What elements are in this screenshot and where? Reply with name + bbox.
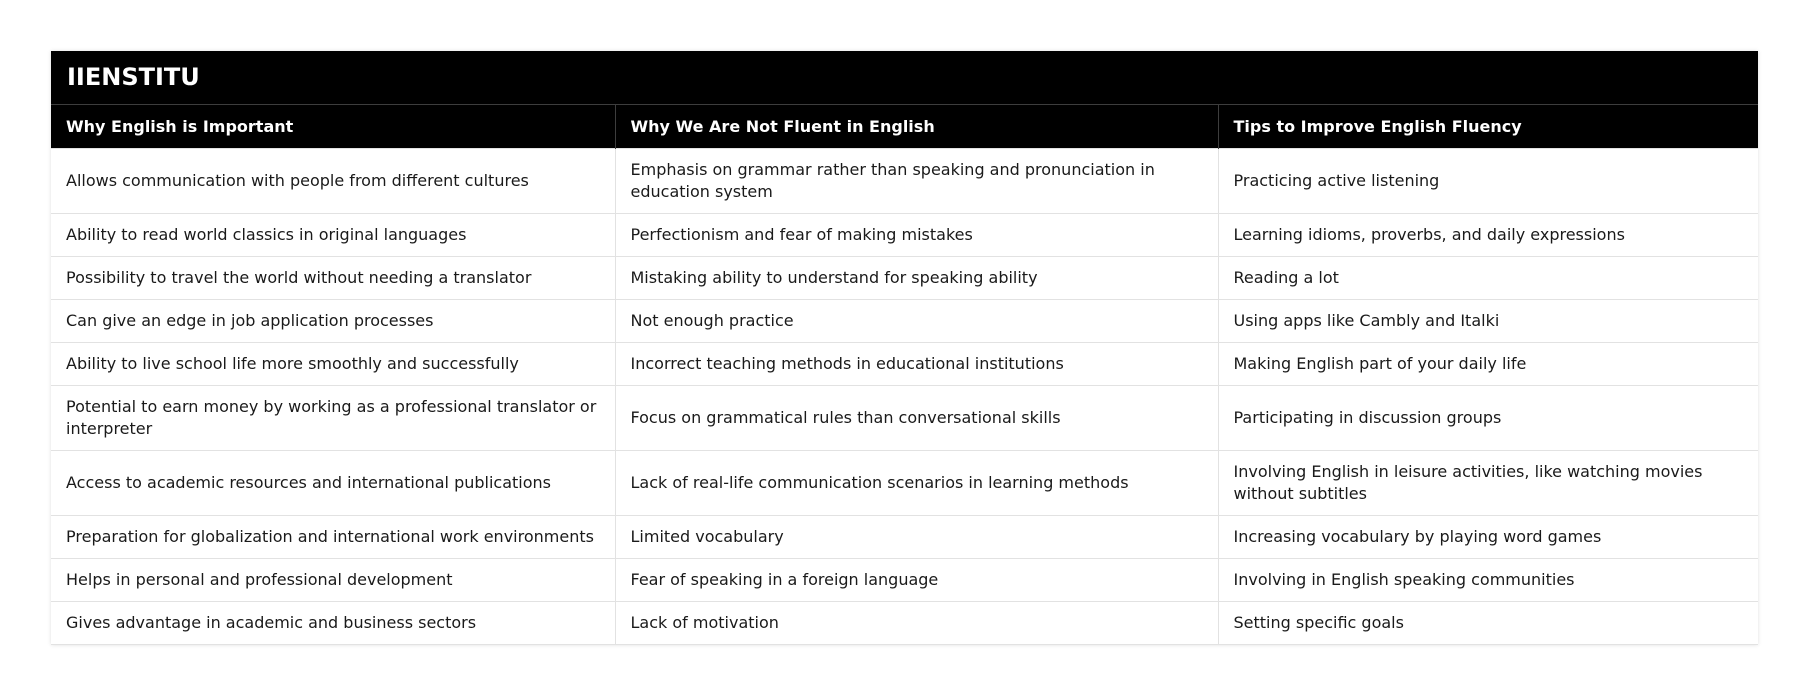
table-cell: Fear of speaking in a foreign language (615, 558, 1218, 601)
table-cell: Lack of real-life communication scenarios in learning methods (615, 450, 1218, 515)
table-cell: Not enough practice (615, 299, 1218, 342)
table-cell: Involving in English speaking communities (1218, 558, 1758, 601)
table-cell: Involving English in leisure activities, like watching movies without subtitles (1218, 450, 1758, 515)
table-cell: Perfectionism and fear of making mistakes (615, 213, 1218, 256)
table-cell: Emphasis on grammar rather than speaking and pronunciation in education system (615, 148, 1218, 213)
data-table-container (51, 51, 1758, 645)
table-row (51, 385, 1758, 450)
table-cell: Potential to earn money by working as a professional translator or interpreter (51, 385, 615, 450)
table-cell: Reading a lot (1218, 256, 1758, 299)
data-table (51, 51, 1758, 645)
table-row (51, 450, 1758, 515)
table-cell: Ability to read world classics in original languages (51, 213, 615, 256)
table-row (51, 515, 1758, 558)
table-cell: Making English part of your daily life (1218, 342, 1758, 385)
table-cell: Incorrect teaching methods in educational institutions (615, 342, 1218, 385)
column-header-why-not-fluent: Why We Are Not Fluent in English (615, 104, 1218, 148)
table-cell: Gives advantage in academic and business sectors (51, 601, 615, 644)
table-cell: Setting specific goals (1218, 601, 1758, 644)
table-cell: Limited vocabulary (615, 515, 1218, 558)
column-header-tips: Tips to Improve English Fluency (1218, 104, 1758, 148)
table-cell: Preparation for globalization and international work environments (51, 515, 615, 558)
table-cell: Lack of motivation (615, 601, 1218, 644)
table-cell: Can give an edge in job application processes (51, 299, 615, 342)
table-title: IIENSTITU (51, 51, 1758, 104)
table-cell: Possibility to travel the world without needing a translator (51, 256, 615, 299)
table-cell: Practicing active listening (1218, 148, 1758, 213)
table-cell: Using apps like Cambly and Italki (1218, 299, 1758, 342)
table-cell: Increasing vocabulary by playing word games (1218, 515, 1758, 558)
table-cell: Access to academic resources and international publications (51, 450, 615, 515)
table-row (51, 601, 1758, 644)
table-cell: Ability to live school life more smoothly and successfully (51, 342, 615, 385)
table-row (51, 213, 1758, 256)
table-row (51, 299, 1758, 342)
table-row (51, 558, 1758, 601)
table-cell: Allows communication with people from different cultures (51, 148, 615, 213)
table-cell: Mistaking ability to understand for speaking ability (615, 256, 1218, 299)
table-row (51, 256, 1758, 299)
table-row (51, 148, 1758, 213)
column-header-why-important: Why English is Important (51, 104, 615, 148)
table-cell: Learning idioms, proverbs, and daily expressions (1218, 213, 1758, 256)
table-title-row (51, 51, 1758, 104)
table-cell: Participating in discussion groups (1218, 385, 1758, 450)
table-cell: Focus on grammatical rules than conversational skills (615, 385, 1218, 450)
table-row (51, 342, 1758, 385)
table-cell: Helps in personal and professional development (51, 558, 615, 601)
table-header-row (51, 104, 1758, 148)
